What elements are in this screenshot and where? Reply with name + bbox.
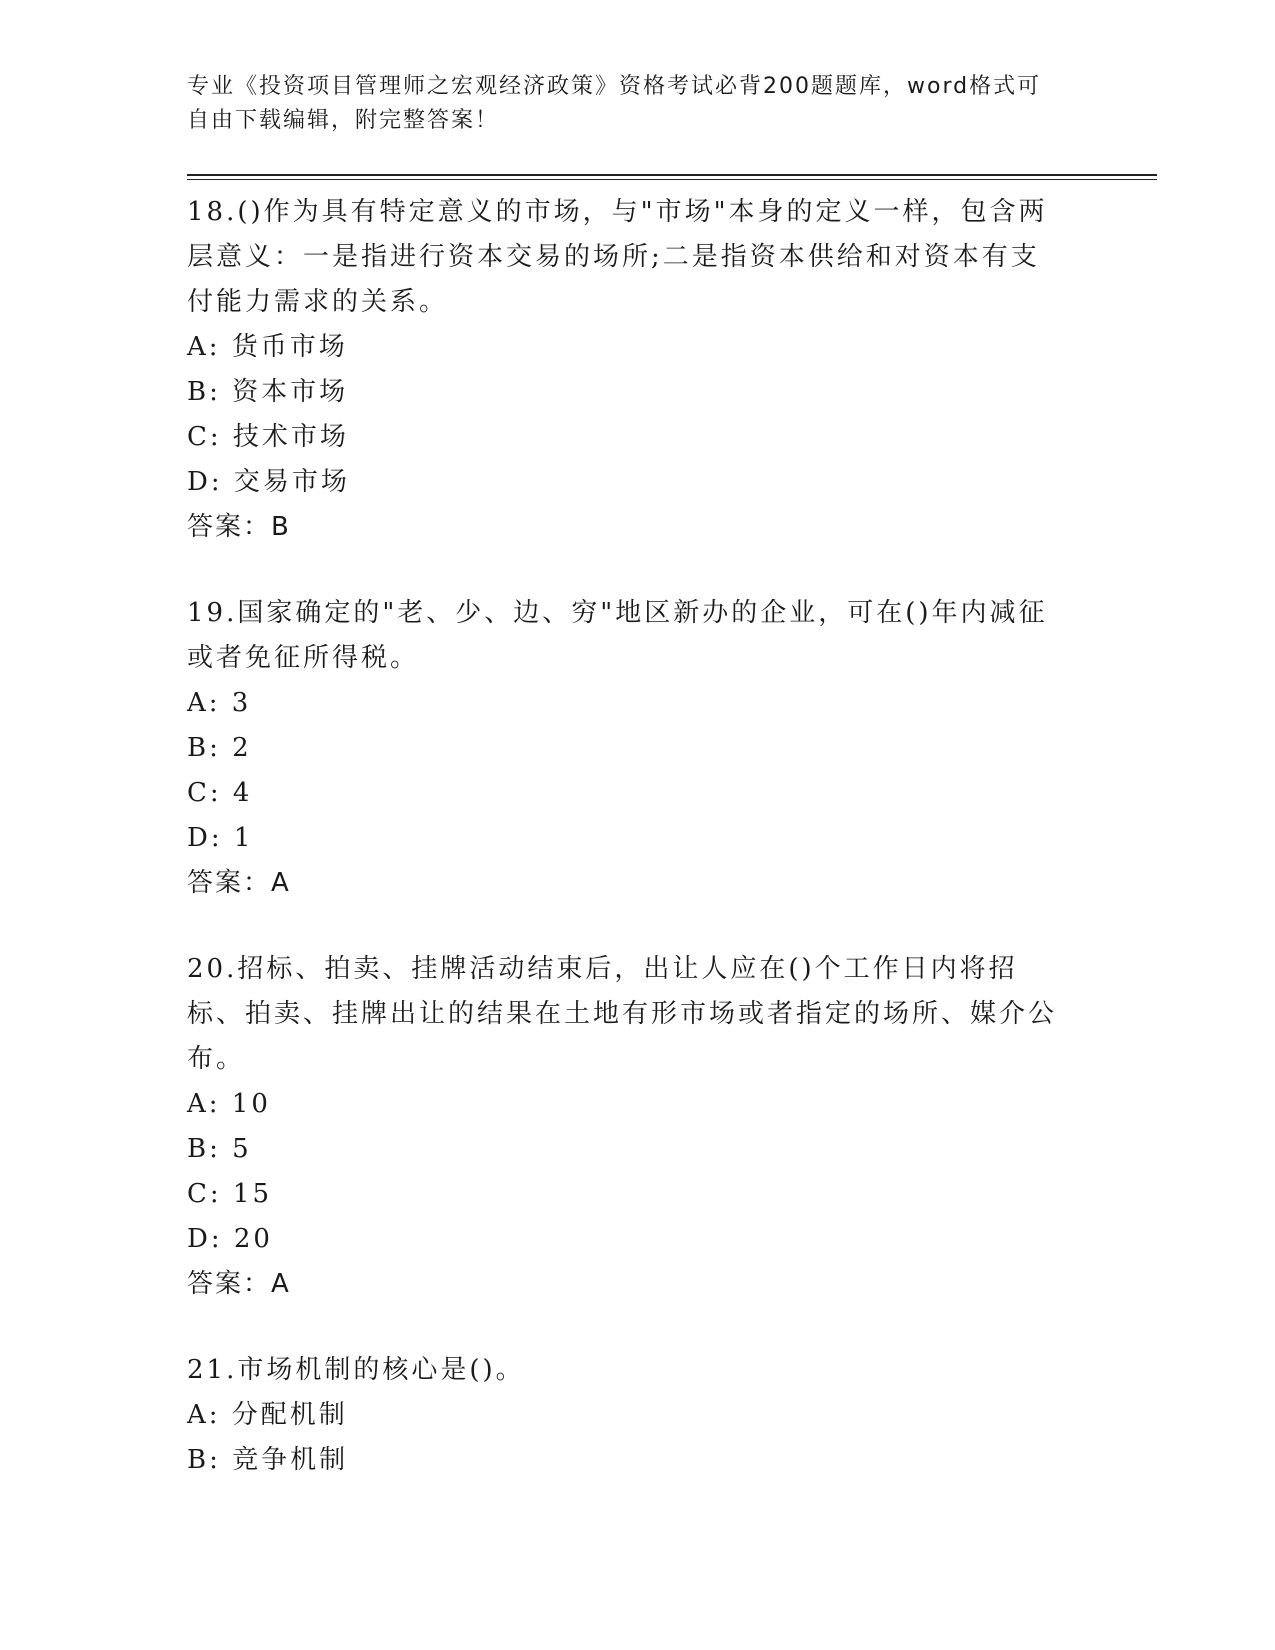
answer: 答案：B xyxy=(187,512,291,542)
question-19 xyxy=(187,591,1157,906)
question-18 xyxy=(187,190,1157,550)
option-a: A: 3 xyxy=(187,688,252,718)
answer: 答案：A xyxy=(187,868,291,898)
header-line-1: 专业《投资项目管理师之宏观经济政策》资格考试必背200题题库，word格式可 xyxy=(187,74,1042,99)
option-b: B: 竞争机制 xyxy=(187,1445,349,1475)
option-b: B: 2 xyxy=(187,733,252,763)
option-c: C: 4 xyxy=(187,778,253,808)
option-b: B: 资本市场 xyxy=(187,377,349,407)
header-divider xyxy=(187,174,1157,180)
question-21 xyxy=(187,1348,1157,1483)
option-c: C: 技术市场 xyxy=(187,422,349,452)
question-20 xyxy=(187,947,1157,1307)
question-stem: 20.招标、拍卖、挂牌活动结束后，出让人应在()个工作日内将招标、拍卖、挂牌出让的结果在土地有形市场或者指定的场所、媒介公布。 xyxy=(187,954,1058,1074)
header-line-2: 自由下载编辑，附完整答案！ xyxy=(187,108,500,133)
option-d: D: 20 xyxy=(187,1224,273,1254)
question-stem: 19.国家确定的"老、少、边、穷"地区新办的企业，可在()年内减征或者免征所得税。 xyxy=(187,598,1048,673)
question-stem: 18.()作为具有特定意义的市场，与"市场"本身的定义一样，包含两层意义：一是指进行资本交易的场所;二是指资本供给和对资本有支付能力需求的关系。 xyxy=(187,197,1048,317)
option-a: A: 货币市场 xyxy=(187,332,348,362)
option-b: B: 5 xyxy=(187,1134,252,1164)
option-d: D: 1 xyxy=(187,823,254,853)
document-page xyxy=(187,70,1157,1483)
document-header xyxy=(187,70,1067,138)
option-c: C: 15 xyxy=(187,1179,273,1209)
option-a: A: 10 xyxy=(187,1089,271,1119)
question-stem: 21.市场机制的核心是()。 xyxy=(187,1355,525,1385)
option-d: D: 交易市场 xyxy=(187,467,350,497)
answer: 答案：A xyxy=(187,1269,291,1299)
option-a: A: 分配机制 xyxy=(187,1400,348,1430)
